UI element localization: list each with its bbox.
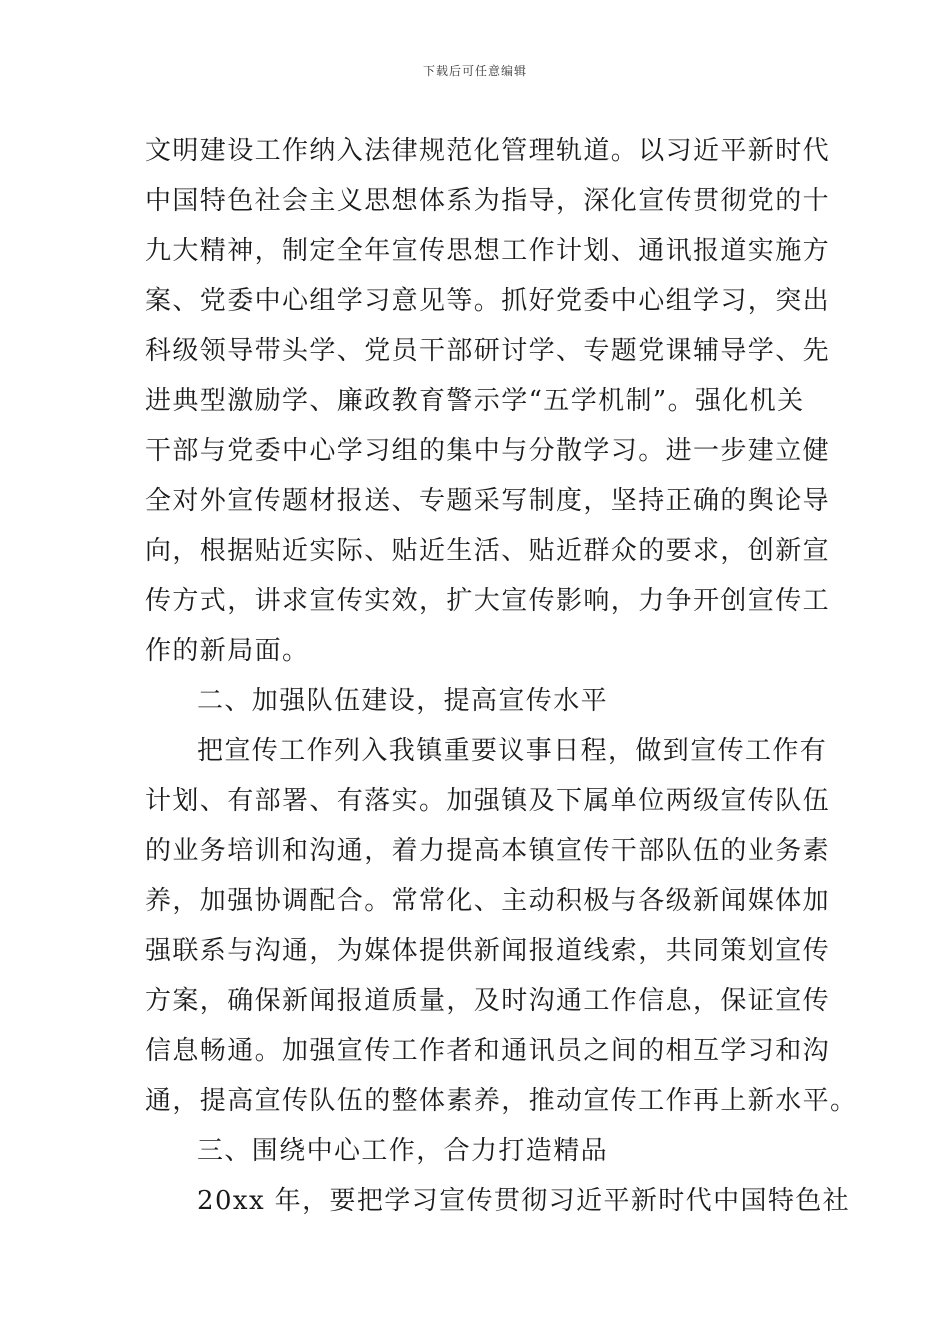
text-line: 传方式，讲求宣传实效，扩大宣传影响，力争开创宣传工 bbox=[145, 586, 831, 616]
section-heading: 三、围绕中心工作，合力打造精品 bbox=[197, 1136, 609, 1166]
text-line: 20xx 年，要把学习宣传贯彻习近平新时代中国特色社 bbox=[197, 1186, 851, 1216]
body-text bbox=[145, 126, 858, 1226]
text-line: 全对外宣传题材报送、专题采写制度，坚持正确的舆论导 bbox=[145, 486, 831, 516]
text-line: 把宣传工作列入我镇重要议事日程，做到宣传工作有 bbox=[197, 736, 828, 766]
text-line: 的业务培训和沟通，着力提高本镇宣传干部队伍的业务素 bbox=[145, 836, 831, 866]
text-line: 中国特色社会主义思想体系为指导，深化宣传贯彻党的十 bbox=[145, 186, 831, 216]
text-line: 养，加强协调配合。常常化、主动积极与各级新闻媒体加 bbox=[145, 886, 831, 916]
text-line: 文明建设工作纳入法律规范化管理轨道。以习近平新时代 bbox=[145, 136, 831, 166]
text-line: 作的新局面。 bbox=[145, 636, 310, 666]
text-line: 计划、有部署、有落实。加强镇及下属单位两级宣传队伍 bbox=[145, 786, 831, 816]
text-line: 干部与党委中心学习组的集中与分散学习。进一步建立健 bbox=[145, 436, 831, 466]
text-line: 信息畅通。加强宣传工作者和通讯员之间的相互学习和沟 bbox=[145, 1036, 831, 1066]
text-line: 九大精神，制定全年宣传思想工作计划、通讯报道实施方 bbox=[145, 236, 831, 266]
text-line: 科级领导带头学、党员干部研讨学、专题党课辅导学、先 bbox=[145, 336, 831, 366]
text-line: 进典型激励学、廉政教育警示学“五学机制”。强化机关 bbox=[145, 386, 805, 416]
text-line: 通，提高宣传队伍的整体素养，推动宣传工作再上新水平。 bbox=[145, 1086, 858, 1116]
page-header-caption: 下载后可任意编辑 bbox=[422, 64, 527, 78]
text-line: 案、党委中心组学习意见等。抓好党委中心组学习，突出 bbox=[145, 286, 831, 316]
text-line: 方案，确保新闻报道质量，及时沟通工作信息，保证宣传 bbox=[145, 986, 831, 1016]
text-line: 强联系与沟通，为媒体提供新闻报道线索，共同策划宣传 bbox=[145, 936, 831, 966]
text-line: 向，根据贴近实际、贴近生活、贴近群众的要求，创新宣 bbox=[145, 536, 831, 566]
section-heading: 二、加强队伍建设，提高宣传水平 bbox=[197, 686, 609, 716]
